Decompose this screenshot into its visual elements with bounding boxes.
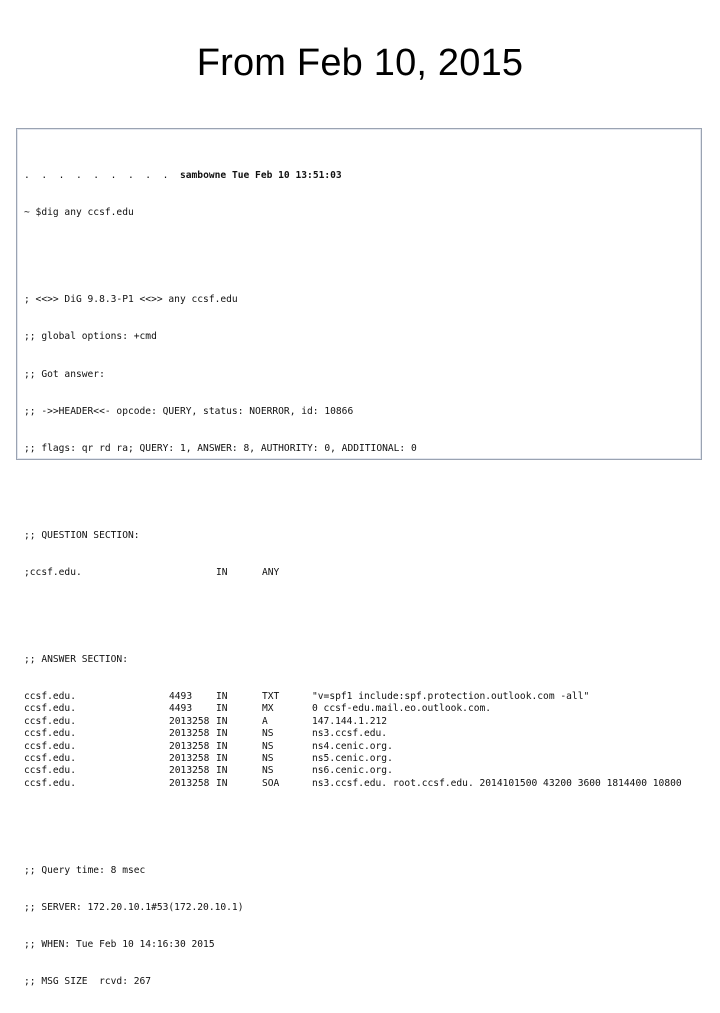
header-line: ;; ->>HEADER<<- opcode: QUERY, status: NOERROR, id: 10866: [24, 405, 354, 417]
answer-name: ccsf.edu.: [24, 728, 76, 740]
footer-line: ;; MSG SIZE rcvd: 267: [24, 976, 152, 988]
header-line: ; <<>> DiG 9.8.3-P1 <<>> any ccsf.edu: [24, 294, 238, 306]
answer-name: ccsf.edu.: [24, 703, 76, 715]
question-name: ;ccsf.edu.: [24, 567, 82, 579]
answer-type: A: [262, 715, 268, 727]
answer-ttl: 4493: [169, 703, 193, 715]
answer-data: ns4.cenic.org.: [312, 740, 393, 752]
answer-type: NS: [262, 765, 274, 777]
slide-title: From Feb 10, 2015: [196, 42, 524, 84]
answer-name: ccsf.edu.: [24, 691, 76, 703]
question-section-heading: ;; QUESTION SECTION:: [24, 529, 140, 541]
answer-data: ns3.ccsf.edu.: [312, 728, 388, 740]
question-row: [24, 567, 695, 579]
answer-section-heading: ;; ANSWER SECTION:: [24, 653, 128, 665]
answer-type: NS: [262, 728, 274, 740]
answer-type: NS: [262, 753, 274, 765]
answer-row: [24, 691, 695, 703]
answer-type: MX: [262, 703, 274, 715]
answer-row: [24, 728, 695, 740]
answer-row: [24, 703, 695, 715]
answer-name: ccsf.edu.: [24, 715, 76, 727]
answer-data: 0 ccsf-edu.mail.eo.outlook.com.: [312, 703, 492, 715]
footer-line: ;; Query time: 8 msec: [24, 864, 146, 876]
terminal-output: [24, 133, 695, 988]
header-line: ;; Got answer:: [24, 368, 105, 380]
answer-class: IN: [216, 740, 228, 752]
terminal-window[interactable]: [16, 128, 702, 988]
question-class: IN: [216, 567, 228, 579]
answer-ttl: 2013258: [169, 777, 210, 789]
answer-data: 147.144.1.212: [312, 715, 388, 727]
answer-row: [24, 716, 695, 728]
answer-class: IN: [216, 703, 228, 715]
prompt-dots: . . . . . . . . .: [24, 170, 169, 182]
answer-class: IN: [216, 765, 228, 777]
answer-class: IN: [216, 691, 228, 703]
answer-ttl: 2013258: [169, 765, 210, 777]
answer-type: NS: [262, 740, 274, 752]
answer-data: ns3.ccsf.edu. root.ccsf.edu. 2014101500 43200 3600 1814400 10800: [312, 777, 682, 789]
answer-ttl: 2013258: [169, 728, 210, 740]
footer-line: ;; SERVER: 172.20.10.1#53(172.20.10.1): [24, 901, 244, 913]
answer-rows: [24, 691, 695, 790]
answer-row: [24, 741, 695, 753]
answer-row: [24, 778, 695, 790]
answer-ttl: 2013258: [169, 715, 210, 727]
answer-class: IN: [216, 728, 228, 740]
answer-data: ns6.cenic.org.: [312, 765, 393, 777]
answer-data: ns5.cenic.org.: [312, 753, 393, 765]
footer-line: ;; WHEN: Tue Feb 10 14:16:30 2015: [24, 939, 215, 951]
answer-ttl: 4493: [169, 691, 193, 703]
answer-name: ccsf.edu.: [24, 765, 76, 777]
prompt-host-time: sambowne Tue Feb 10 13:51:03: [179, 170, 342, 182]
answer-class: IN: [216, 715, 228, 727]
answer-data: "v=spf1 include:spf.protection.outlook.com -all": [312, 691, 590, 703]
answer-row: [24, 765, 695, 777]
answer-row: [24, 753, 695, 765]
answer-name: ccsf.edu.: [24, 740, 76, 752]
header-line: ;; flags: qr rd ra; QUERY: 1, ANSWER: 8, AUTHORITY: 0, ADDITIONAL: 0: [24, 443, 417, 455]
prompt-header: [24, 170, 695, 182]
answer-type: TXT: [262, 691, 280, 703]
answer-class: IN: [216, 753, 228, 765]
command-line: ~ $dig any ccsf.edu: [24, 207, 134, 219]
answer-class: IN: [216, 777, 228, 789]
question-type: ANY: [262, 567, 280, 579]
answer-type: SOA: [262, 777, 280, 789]
header-line: ;; global options: +cmd: [24, 331, 157, 343]
answer-ttl: 2013258: [169, 740, 210, 752]
answer-name: ccsf.edu.: [24, 753, 76, 765]
answer-name: ccsf.edu.: [24, 777, 76, 789]
answer-ttl: 2013258: [169, 753, 210, 765]
